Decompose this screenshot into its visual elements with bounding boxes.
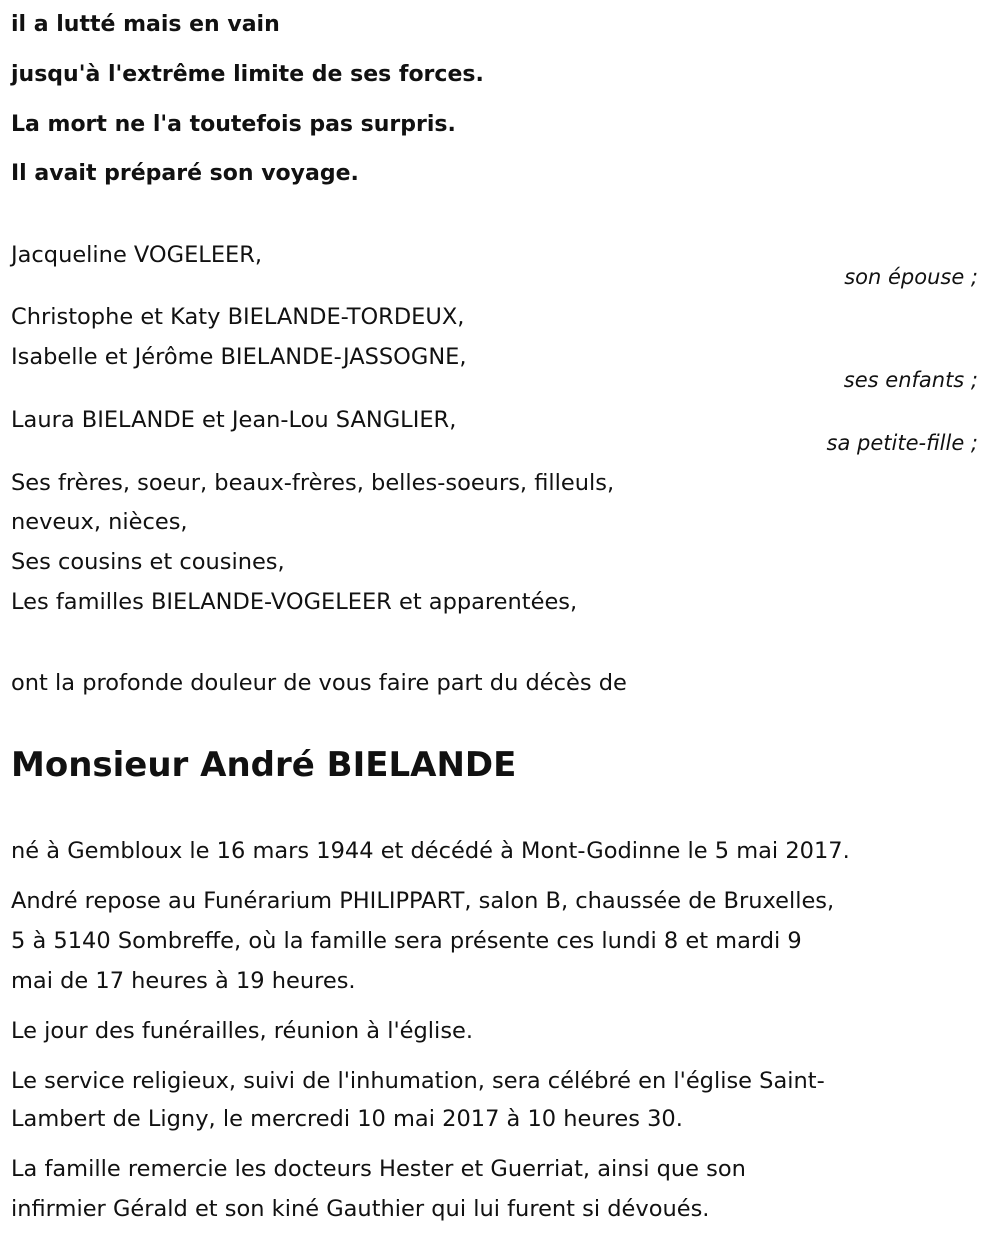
granddaughter-role: sa petite-fille ; [826,431,978,455]
child-name: Christophe et Katy BIELANDE-TORDEUX, [11,304,465,330]
meeting: Le jour des funérailles, réunion à l'église. [11,1018,474,1044]
children-role: ses enfants ; [843,368,978,392]
deceased-name: Monsieur André BIELANDE [11,745,517,785]
granddaughter-name: Laura BIELANDE et Jean-Lou SANGLIER, [11,407,457,433]
relatives-line: Ses frères, soeur, beaux-frères, belles-soeurs, filleuls, [11,470,615,496]
child-name: Isabelle et Jérôme BIELANDE-JASSOGNE, [11,344,467,370]
birth-death: né à Gembloux le 16 mars 1944 et décédé à Mont-Godinne le 5 mai 2017. [11,838,850,864]
relatives-line: Les familles BIELANDE-VOGELEER et apparentées, [11,589,578,615]
announcement: ont la profonde douleur de vous faire part du décès de [11,670,627,696]
repose-line: mai de 17 heures à 19 heures. [11,968,356,994]
spouse-role: son épouse ; [844,265,978,289]
poem-line: Il avait préparé son voyage. [11,161,359,186]
service-line: Le service religieux, suivi de l'inhumation, sera célébré en l'église Saint- [11,1068,825,1094]
poem-line: jusqu'à l'extrême limite de ses forces. [11,62,484,87]
service-line: Lambert de Ligny, le mercredi 10 mai 2017 à 10 heures 30. [11,1106,683,1132]
relatives-line: Ses cousins et cousines, [11,549,285,575]
poem-line: il a lutté mais en vain [11,12,280,37]
thanks-line: La famille remercie les docteurs Hester et Guerriat, ainsi que son [11,1156,746,1182]
poem-line: La mort ne l'a toutefois pas surpris. [11,112,456,137]
thanks-line: infirmier Gérald et son kiné Gauthier qui lui furent si dévoués. [11,1196,710,1222]
spouse-name: Jacqueline VOGELEER, [11,242,263,268]
relatives-line: neveux, nièces, [11,509,188,535]
repose-line: 5 à 5140 Sombreffe, où la famille sera présente ces lundi 8 et mardi 9 [11,928,802,954]
repose-line: André repose au Funérarium PHILIPPART, salon B, chaussée de Bruxelles, [11,888,835,914]
